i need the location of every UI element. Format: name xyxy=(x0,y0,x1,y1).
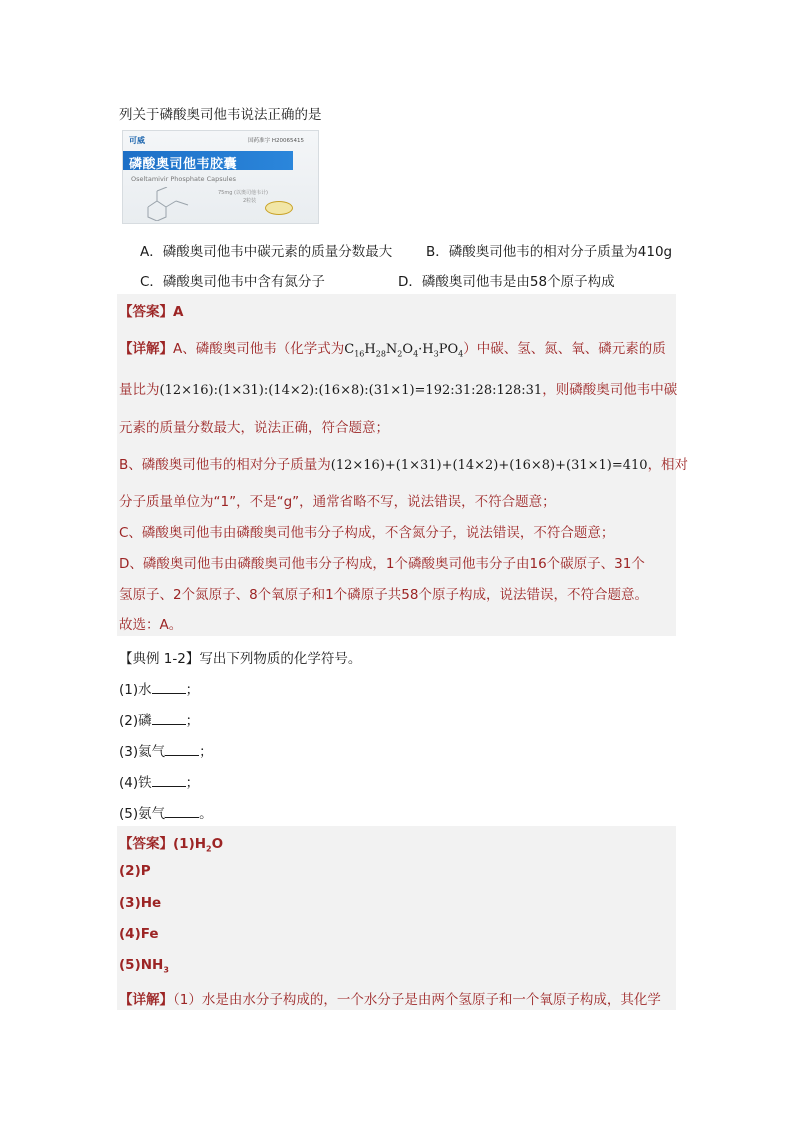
example-item-5: (5)氨气 。 xyxy=(119,806,213,822)
example-item-4: (4)铁 ； xyxy=(119,775,200,791)
answer1-detail-line6: C、磷酸奥司他韦由磷酸奥司他韦分子构成，不含氮分子，说法错误，不符合题意； xyxy=(119,525,615,541)
answer-blank xyxy=(165,807,199,818)
answer-blank xyxy=(152,714,186,725)
answer1-detail-line3: 元素的质量分数最大，说法正确，符合题意； xyxy=(119,420,389,436)
answer2-detail: 【详解】（1）水是由水分子构成的，一个水分子是由两个氢原子和一个氧原子构成，其化学 xyxy=(119,992,661,1008)
molecule-structure-icon xyxy=(143,187,203,221)
example-item-3: (3)氦气 ； xyxy=(119,744,213,760)
detail-text: A、磷酸奥司他韦（化学式为 xyxy=(173,341,345,357)
drug-english-name: Oseltamivir Phosphate Capsules xyxy=(131,175,236,183)
drug-product-name: 磷酸奥司他韦胶囊 xyxy=(129,157,238,172)
answer2-line4: (4)Fe xyxy=(119,926,159,942)
example-item-1: (1)水 ； xyxy=(119,682,200,698)
answer1-detail-line9: 故选：A。 xyxy=(119,617,183,633)
answer2-line2: (2)P xyxy=(119,863,151,879)
answer1-detail-line1 xyxy=(119,337,666,359)
answer2-line5: $(5)NH_3$ xyxy=(119,957,169,975)
detail-label: 【详解】 xyxy=(119,341,173,357)
question-stem: 列关于磷酸奥司他韦说法正确的是 xyxy=(119,107,322,123)
option-a: A．磷酸奥司他韦中碳元素的质量分数最大 xyxy=(140,244,393,260)
drug-dose: 75mg (以奥司他韦计) xyxy=(218,190,268,196)
answer1-detail-line2: 量比为(12×16):(1×31):(14×2):(16×8):(31×1)=192:31:28:128:31，则磷酸奥司他韦中碳 xyxy=(119,382,678,398)
answer-blank xyxy=(165,745,199,756)
answer2-line3: (3)He xyxy=(119,895,162,911)
option-b: B．磷酸奥司他韦的相对分子质量为410g xyxy=(426,244,673,260)
drug-count: 2粒装 xyxy=(243,198,257,204)
answer-blank xyxy=(152,776,186,787)
answer1-label: 【答案】A xyxy=(119,304,184,320)
answer-blank xyxy=(152,683,186,694)
chemical-formula: $C_{16}H_{28}N_2O_4\cdot H_3PO_4$ xyxy=(344,342,464,359)
drug-seal-icon xyxy=(265,201,293,215)
example-title: 【典例 1-2】写出下列物质的化学符号。 xyxy=(119,651,362,667)
example-item-2: (2)磷 ； xyxy=(119,713,200,729)
answer1-detail-line8: 氢原子、2个氮原子、8个氧原子和1个磷原子共58个原子构成，说法错误，不符合题意。 xyxy=(119,587,648,603)
drug-package-image xyxy=(122,130,319,224)
mass-ratio-math: (12×16):(1×31):(14×2):(16×8):(31×1)=192:31:28:128:31 xyxy=(159,383,543,398)
option-c: C．磷酸奥司他韦中含有氮分子 xyxy=(140,274,325,290)
answer1-detail-line7: D、磷酸奥司他韦由磷酸奥司他韦分子构成，1个磷酸奥司他韦分子由16个碳原子、31个 xyxy=(119,556,645,572)
drug-registration: 国药准字 H20065415 xyxy=(248,138,304,144)
answer2-line1: 【答案】$(1)H_2O$ xyxy=(119,836,224,854)
answer1-detail-line5: 分子质量单位为“1”，不是“g”，通常省略不写，说法错误，不符合题意； xyxy=(119,494,556,510)
molar-mass-math: (12×16)+(1×31)+(14×2)+(16×8)+(31×1)=410 xyxy=(330,458,648,473)
detail-text: ）中碳、氢、氮、氧、磷元素的质 xyxy=(463,341,666,357)
option-d: D．磷酸奥司他韦是由58个原子构成 xyxy=(398,274,615,290)
answer1-detail-line4: B、磷酸奥司他韦的相对分子质量为(12×16)+(1×31)+(14×2)+(16×8)+(31×1)=410，相对 xyxy=(119,457,689,473)
drug-brand: 可威 xyxy=(129,136,145,145)
